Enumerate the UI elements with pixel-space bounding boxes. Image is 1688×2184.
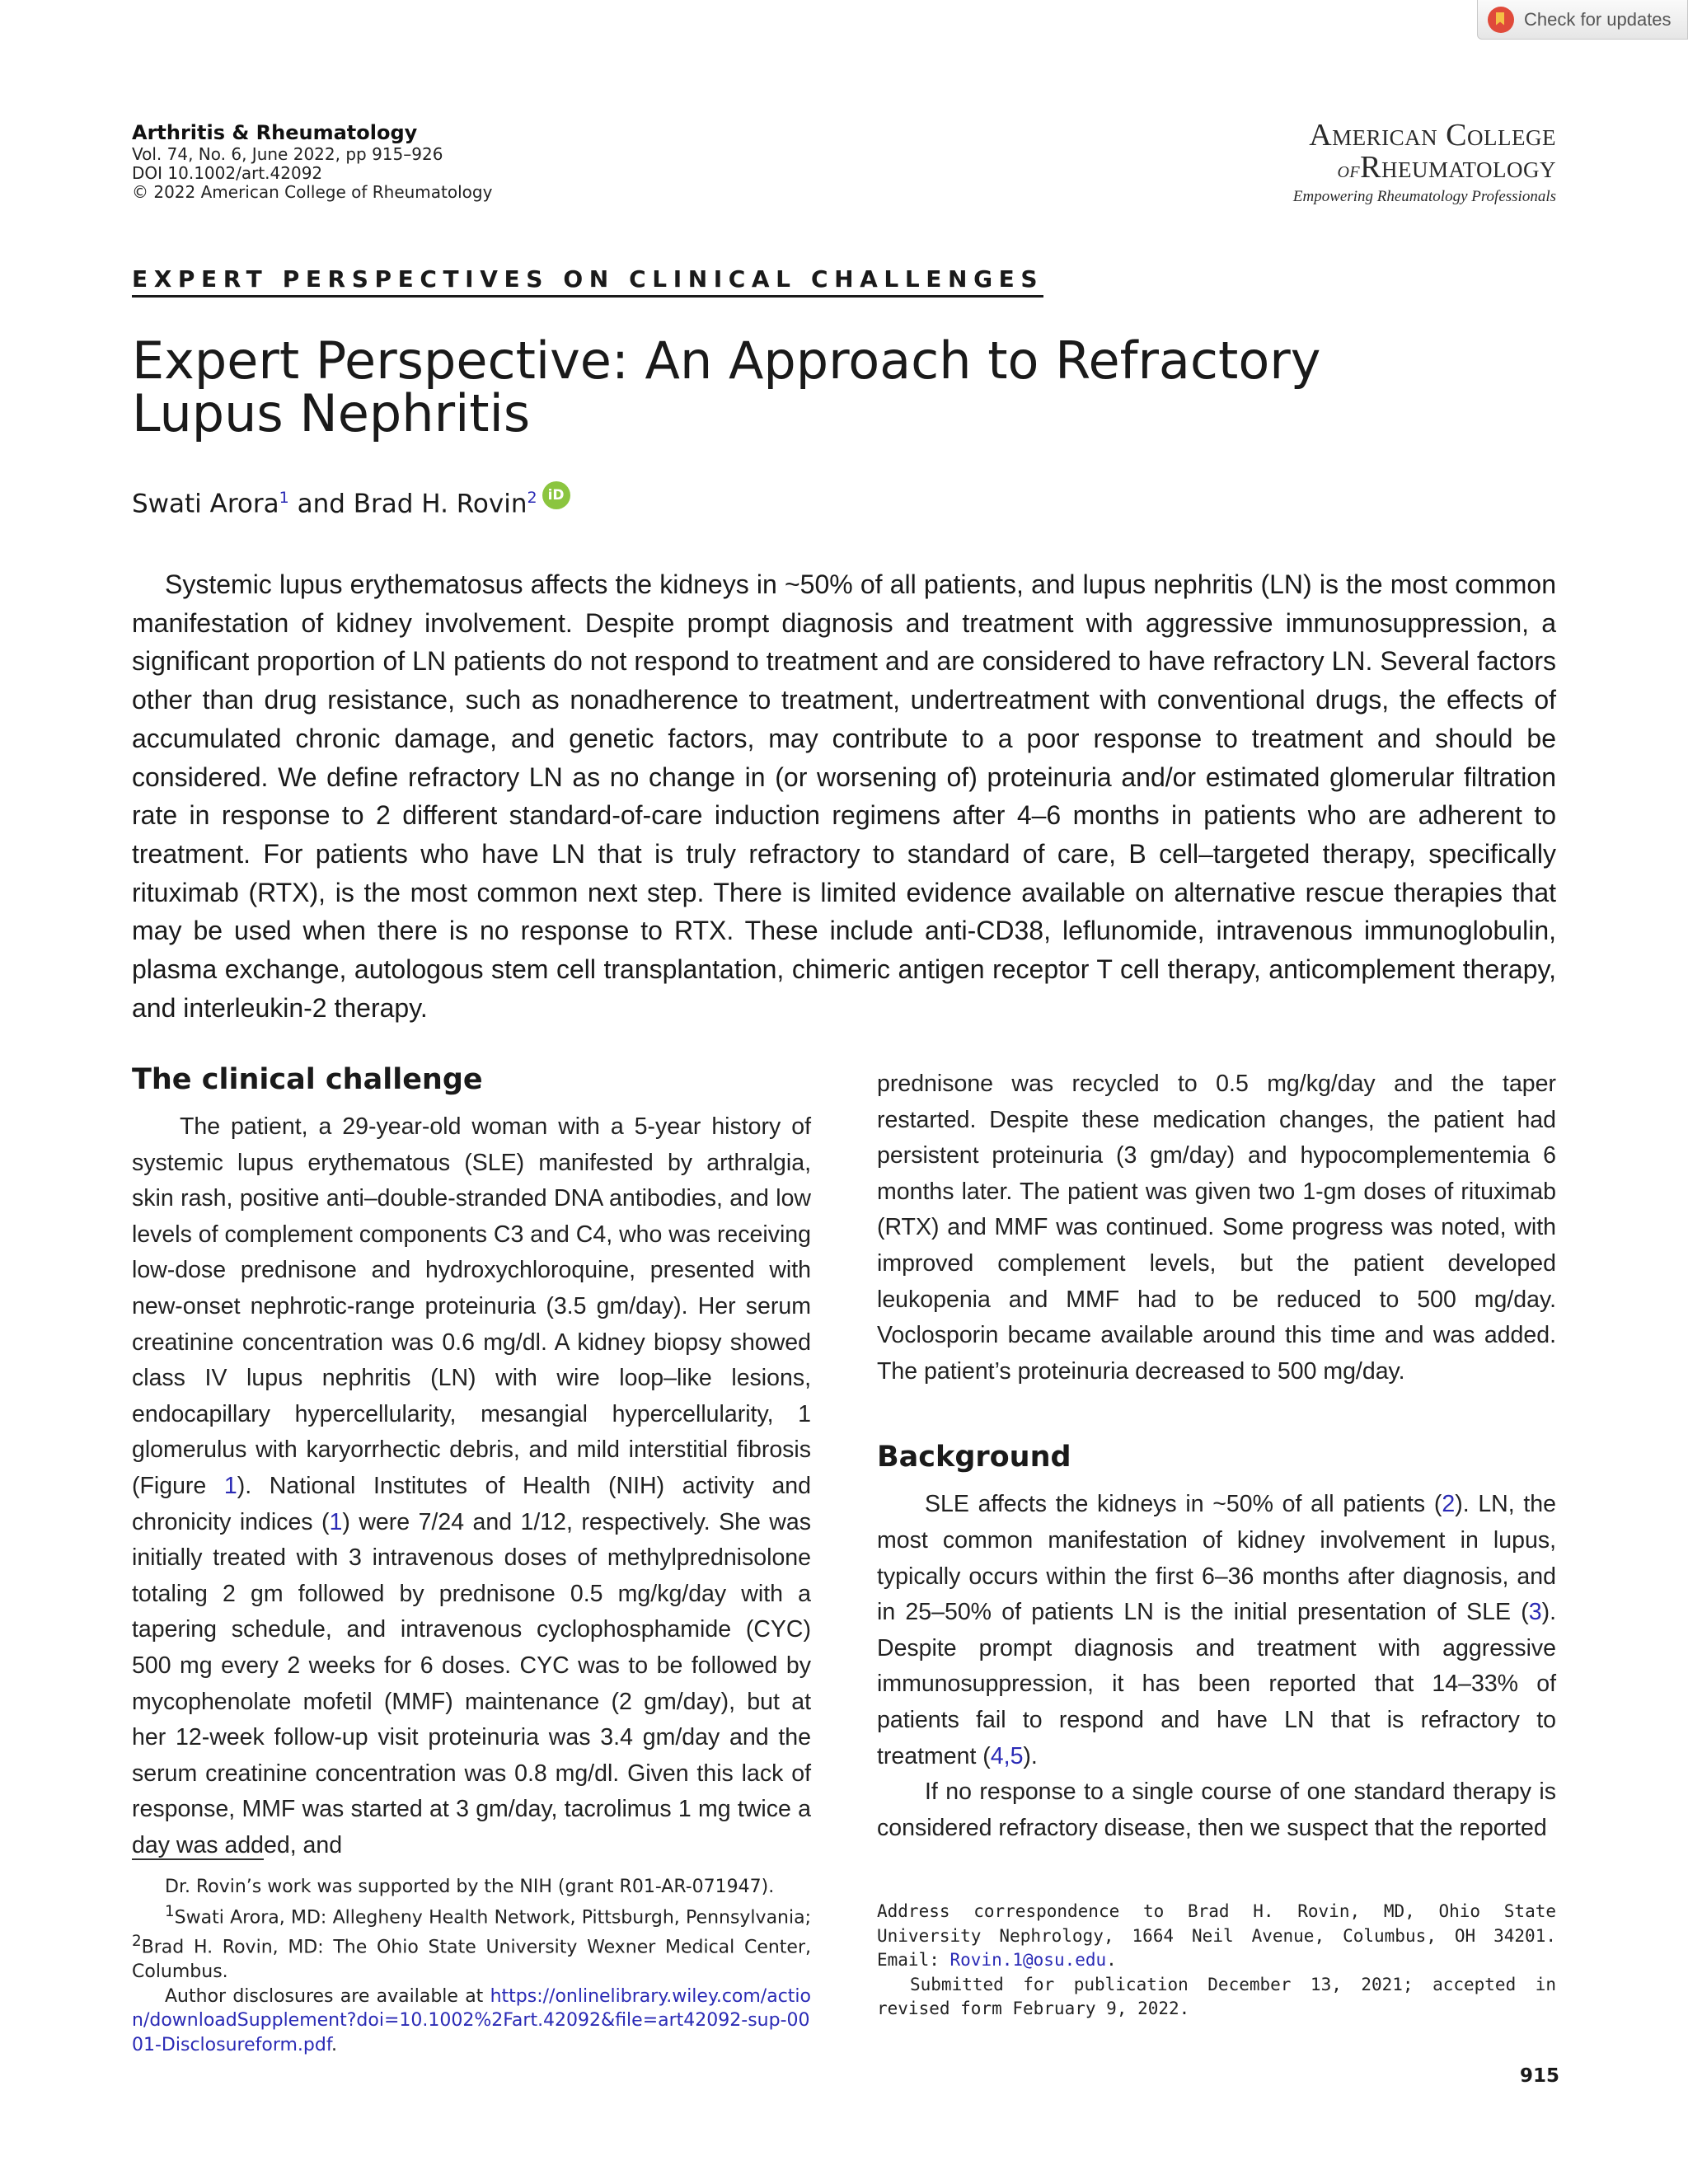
email-link[interactable]: Rovin.1@osu.edu: [950, 1950, 1107, 1970]
author-1-affiliation[interactable]: 1: [279, 489, 289, 507]
disclosure-text: Author disclosures are available at: [165, 1985, 490, 2007]
section-label: EXPERT PERSPECTIVES ON CLINICAL CHALLENGES: [132, 265, 1043, 298]
orcid-icon[interactable]: iD: [542, 481, 570, 509]
affiliations-note: [132, 1900, 811, 1985]
footnotes: [132, 1875, 811, 2057]
background-text-a: SLE affects the kidneys in ~50% of all patients (: [925, 1491, 1442, 1518]
author-2-affiliation[interactable]: 2: [527, 489, 537, 507]
background-text-c: ). Despite prompt diagnosis and treatment with aggressive immunosuppression, it has been reported that 14–33% of patients fail to respond and have LN that is refractory to treatment (: [877, 1599, 1556, 1769]
background-text-d: ).: [1023, 1742, 1038, 1769]
background-heading: Background: [877, 1441, 1071, 1474]
logo-line-2-text: Rheumatology: [1360, 150, 1556, 185]
clinical-challenge-heading: The clinical challenge: [132, 1063, 483, 1096]
check-for-updates-label: Check for updates: [1524, 8, 1672, 30]
logo-line-1: American College: [1309, 118, 1556, 152]
abstract: Systemic lupus erythematosus affects the kidneys in ~50% of all patients, and lupus nephritis (LN) is the most common manifestation of kidney involvement. Despite prompt diagnosis and treatment with aggressive immunosuppression, a significant proportion of LN patients do not respond to treatment and are considered to have refractory LN. Several factors other than drug resistance, such as nonadherence to treatment, undertreatment with conventional drugs, the effects of accumulated chronic damage, and genetic factors, may contribute to a poor response to treatment and should be considered. We define refractory LN as no change in (or worsening of) proteinuria and/or estimated glomerular filtration rate in response to 2 different standard-of-care induction regimens after 4–6 months in patients who are adherent to treatment. For patients who have LN that is truly refractory to standard of care, B cell–targeted therapy, specifically rituximab (RTX), is the most common next step. There is limited evidence available on alternative rescue therapies that may be used when there is no response to RTX. These include anti-CD38, leflunomide, intravenous immunoglobulin, plasma exchange, autologous stem cell transplantation, chimeric antigen receptor T cell therapy, anticomplement therapy, and interleukin-2 therapy.: [132, 569, 1556, 1023]
author-2[interactable]: Brad H. Rovin: [353, 489, 528, 519]
background-paragraph-2: If no response to a single course of one standard therapy is considered refractory disease, then we suspect that the reported: [877, 1779, 1556, 1841]
title-line-1: Expert Perspective: An Approach to Refractory: [132, 330, 1321, 391]
affiliation-2-mark: 2: [132, 1933, 142, 1951]
clinical-text-c: ) were 7/24 and 1/12, respectively. She was initially treated with 3 intravenous doses of methylprednisolone totaling 2 gm followed by prednisone 0.5 mg/kg/day with a tapering schedule, and intravenous cyclophosphamide (CYC) 500 mg every 2 weeks for 6 doses. CYC was to be followed by mycophenolate mofetil (MMF) maintenance (2 gm/day), but at her 12-week follow-up visit proteinuria was 3.4 gm/day and the serum creatinine concentration was 0.8 mg/dl. Given this lack of response, MMF was started at 3 gm/day, tacrolimus 1 mg twice a day was added, and: [132, 1508, 811, 1858]
footnote-rule: [132, 1858, 264, 1860]
logo-line-2-prefix: of: [1337, 157, 1361, 183]
article-title: [132, 330, 1368, 443]
background-text-b: ). LN, the most common manifestation of kidney involvement in lupus, typically occurs within the first 6–36 months after diagnosis, and in 25–50% of patients LN is the initial presentation of SLE (: [877, 1491, 1556, 1626]
correspondence-end: .: [1106, 1950, 1117, 1970]
clinical-paragraph: [132, 1109, 811, 1863]
submission-dates: Submitted for publication December 13, 2021; accepted in revised form February 9, 2022.: [877, 1974, 1556, 2018]
affiliation-1: Swati Arora, MD: Allegheny Health Network, Pittsburgh, Pennsylvania;: [174, 1906, 811, 1928]
reference-2-link[interactable]: 2: [1442, 1491, 1456, 1518]
journal-doi: DOI 10.1002/art.42092: [132, 163, 323, 183]
correspondence-address: [877, 1900, 1556, 1973]
author-separator: and: [288, 489, 354, 519]
affiliation-2: Brad H. Rovin, MD: The Ohio State University Wexner Medical Center, Columbus.: [132, 1937, 811, 1983]
reference-1-link[interactable]: 1: [329, 1508, 343, 1535]
funding-note: Dr. Rovin’s work was supported by the NIH (grant R01-AR-071947).: [165, 1877, 775, 1897]
reference-4-5-link[interactable]: 4,5: [990, 1742, 1024, 1769]
journal-volume: Vol. 74, No. 6, June 2022, pp 915–926: [132, 144, 443, 164]
page-number: 915: [1520, 2065, 1560, 2087]
clinical-text-b: ). National Institutes of Health (NIH) activity and chronicity indices (: [132, 1472, 811, 1535]
journal-info: [132, 120, 492, 202]
check-for-updates-button[interactable]: [1477, 0, 1688, 40]
left-column: [132, 1062, 811, 1863]
title-line-2: Lupus Nephritis: [132, 383, 531, 443]
reference-3-link[interactable]: 3: [1528, 1599, 1542, 1626]
logo-tagline: Empowering Rheumatology Professionals: [1292, 188, 1556, 205]
disclosure-note: [132, 1985, 811, 2058]
crossmark-icon: [1488, 7, 1514, 33]
correspondence-text: Address correspondence to Brad H. Rovin, MD, Ohio State University Nephrology, 1664 Neil Avenue, Columbus, OH 34201. Email:: [877, 1901, 1556, 1970]
disclosure-link[interactable]: https://onlinelibrary.wiley.com/action/downloadSupplement?doi=10.1002%2Fart.42092&file=art42092-sup-0001-Disclosureform.pdf: [132, 1985, 811, 2055]
journal-copyright: © 2022 American College of Rheumatology: [132, 182, 493, 202]
disclosure-end: .: [331, 2034, 337, 2055]
journal-name: Arthritis & Rheumatology: [132, 121, 418, 144]
clinical-paragraph-continued: prednisone was recycled to 0.5 mg/kg/day and the taper restarted. Despite these medication changes, the patient had persistent proteinuria (3 gm/day) and hypocomplementemia 6 months later. The patient was given two 1-gm doses of rituximab (RTX) and MMF was continued. Some progress was noted, with improved complement levels, but the patient developed leukopenia and MMF had to be reduced to 500 mg/day. Voclosporin became available around this time and was added. The patient’s proteinuria decreased to 500 mg/day.: [877, 1071, 1556, 1385]
clinical-text-a: The patient, a 29-year-old woman with a 5-year history of systemic lupus erythematous (SLE) manifested by arthralgia, skin rash, positive anti–double-stranded DNA antibodies, and low levels of complement components C3 and C4, who was receiving low-dose prednisone and hydroxychloroquine, presented with new-onset nephrotic-range proteinuria (3.5 gm/day). Her serum creatinine concentration was 0.6 mg/dl. A kidney biopsy showed class IV lupus nephritis (LN) with wire loop–like lesions, endocapillary hypercellularity, mesangial hypercellularity, 1 glomerulus with karyorrhectic debris, and mild interstitial fibrosis (Figure: [132, 1113, 811, 1499]
figure-1-link[interactable]: 1: [223, 1472, 237, 1499]
affiliation-1-mark: 1: [165, 1902, 175, 1920]
correspondence: [877, 1900, 1556, 2022]
background-paragraph-1: [877, 1487, 1556, 1774]
acr-logo: [1228, 119, 1556, 208]
logo-line-2: [1228, 152, 1556, 186]
author-list: [132, 481, 570, 520]
author-1[interactable]: Swati Arora: [132, 489, 279, 519]
right-column: [877, 1066, 1556, 1846]
